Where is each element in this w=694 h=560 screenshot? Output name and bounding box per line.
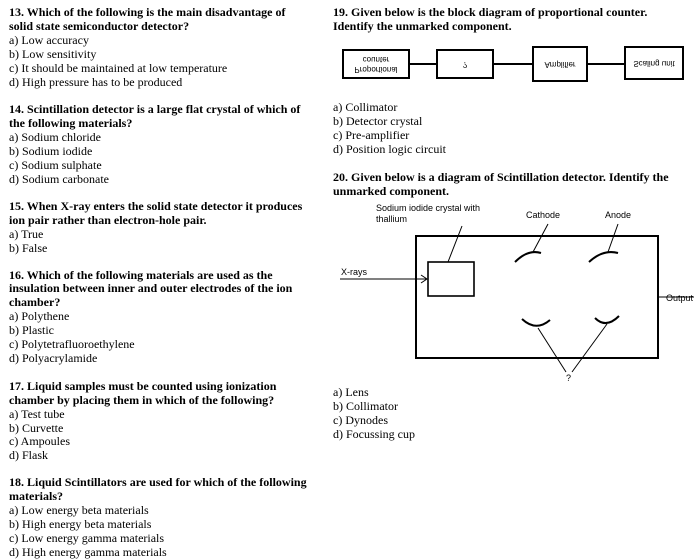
unmarked-block-label: ?	[462, 60, 468, 69]
question-14-option-d: d) Sodium carbonate	[9, 171, 109, 186]
proportional-counter-line1: Proportional	[354, 65, 398, 74]
anode-top-electrode	[589, 252, 618, 262]
xrays-label: X-rays	[341, 267, 368, 277]
question-20-option-c: c) Dynodes	[333, 412, 388, 427]
question-16-option-b: b) Plastic	[9, 323, 54, 338]
crystal-label: Sodium iodide crystal with thallium	[376, 203, 481, 224]
question-18-option-a: a) Low energy beta materials	[9, 503, 149, 518]
question-13-stem: 13. Which of the following is the main disadvantage of solid state semiconductor detector?	[9, 5, 286, 33]
question-17-option-a: a) Test tube	[9, 406, 65, 421]
question-14-option-c: c) Sodium sulphate	[9, 158, 102, 173]
question-20-option-b: b) Collimator	[333, 398, 398, 413]
question-18-option-b: b) High energy beta materials	[9, 517, 152, 531]
detector-housing	[416, 236, 658, 358]
question-19-option-b: b) Detector crystal	[333, 113, 423, 128]
question-17-option-c: c) Ampoules	[9, 434, 70, 449]
question-15-option-b: b) False	[9, 240, 48, 255]
unmarked-block	[436, 49, 494, 79]
scaling-unit-block	[624, 46, 684, 80]
proportional-counter-label	[344, 54, 408, 74]
proportional-counter-line2: counter	[362, 55, 390, 64]
question-20-option-d: d) Focussing cup	[333, 426, 415, 441]
question-15-stem: 15. When X-ray enters the solid state detector it produces ion pair rather than electron-hole pair.	[9, 198, 303, 227]
question-17-option-d: d) Flask	[9, 448, 48, 463]
proportional-counter-block	[342, 49, 410, 79]
cathode-label: Cathode	[526, 210, 561, 220]
sodium-iodide-crystal	[428, 262, 474, 296]
question-14-stem: 14. Scintillation detector is a large flat crystal of which of the following materials?	[9, 102, 301, 131]
output-label: Output	[666, 293, 694, 303]
question-16-option-a: a) Polythene	[9, 309, 70, 324]
unknown-pointer-right	[572, 324, 607, 372]
unmarked-component-label: ?	[566, 373, 572, 383]
crystal-pointer	[448, 226, 462, 262]
question-20-option-a: a) Lens	[333, 385, 369, 399]
amplifier-block	[532, 46, 588, 82]
question-19-option-d: d) Position logic circuit	[333, 141, 446, 156]
question-14-option-a: a) Sodium chloride	[9, 130, 101, 145]
question-20-stem: 20. Given below is a diagram of Scintillation detector. Identify the unmarked component.	[333, 170, 669, 198]
question-19-option-a: a) Collimator	[333, 100, 398, 114]
question-14-option-b: b) Sodium iodide	[9, 144, 93, 159]
scaling-unit-label: Scaling unit	[633, 59, 675, 68]
amplifier-label: Amplifier	[544, 60, 576, 69]
question-16-option-c: c) Polytetrafluoroethylene	[9, 337, 135, 352]
question-18-option-c: c) Low energy gamma materials	[9, 530, 165, 545]
question-13-option-d: d) High pressure has to be produced	[9, 74, 183, 89]
question-19-stem: 19. Given below is the block diagram of proportional counter. Identify the unmarked component.	[333, 5, 648, 33]
cathode-pointer	[533, 224, 548, 252]
cathode-top-electrode	[515, 252, 541, 262]
question-13-option-a: a) Low accuracy	[9, 32, 89, 47]
anode-pointer	[608, 224, 618, 252]
bottom-electrode-right	[595, 316, 619, 323]
question-17-stem: 17. Liquid samples must be counted using ionization chamber by placing them in which of the following?	[9, 378, 277, 407]
question-16-stem: 16. Which of the following materials are used as the insulation between inner and outer electrodes of the ion chamber?	[9, 267, 293, 310]
question-15-option-a: a) True	[9, 226, 44, 241]
question-18-option-d: d) High energy gamma materials	[9, 544, 167, 559]
unknown-pointer-left	[538, 328, 566, 372]
question-13-option-b: b) Low sensitivity	[9, 46, 97, 61]
question-19-options	[333, 101, 446, 157]
question-19-option-c: c) Pre-amplifier	[333, 127, 410, 142]
question-13-option-c: c) It should be maintained at low temperature	[9, 60, 228, 75]
question-20-options	[333, 386, 415, 442]
question-18-stem: 18. Liquid Scintillators are used for which of the following materials?	[9, 475, 307, 504]
bottom-electrode-left	[522, 319, 550, 326]
question-16-option-d: d) Polyacrylamide	[9, 350, 98, 365]
question-17-option-b: b) Curvette	[9, 420, 64, 435]
anode-label: Anode	[605, 210, 632, 220]
